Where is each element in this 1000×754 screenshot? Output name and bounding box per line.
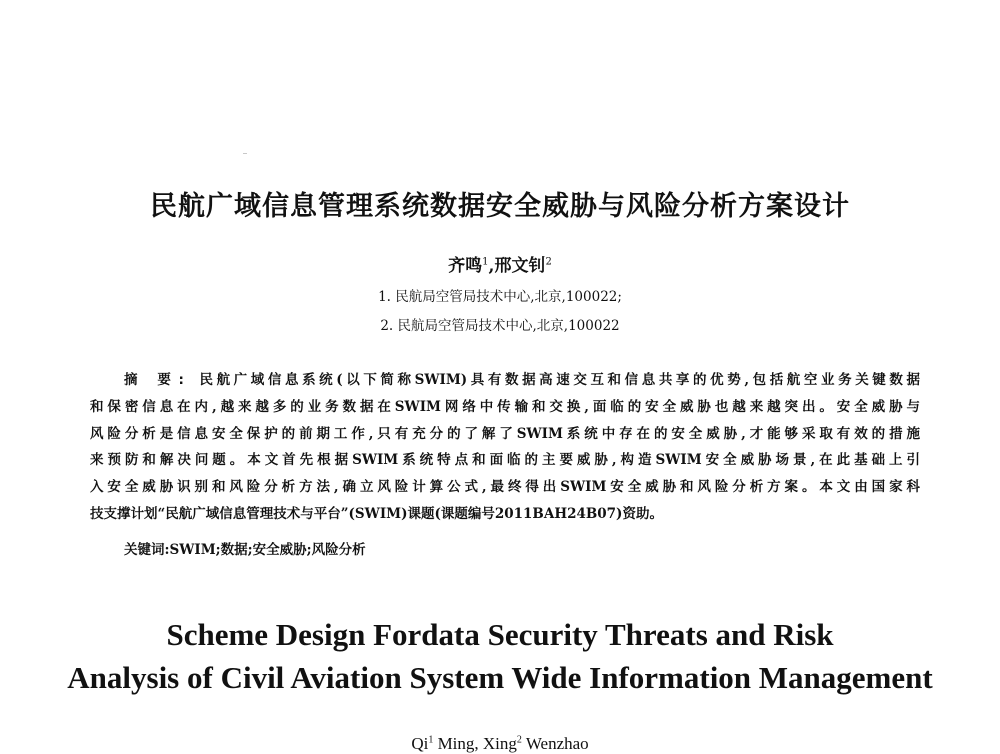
author-1-name: 齐鸣 — [448, 256, 483, 276]
english-author-part-3: Wenzhao — [521, 734, 589, 753]
author-separator: , — [488, 256, 495, 276]
abstract-line-5: 入安全威胁识别和风险分析方法,确立风险计算公式,最终得出SWIM安全威胁和风险分析方案。本文由国家科 — [90, 479, 920, 496]
english-author-part-2: Ming, Xing — [433, 734, 517, 753]
abstract-line-4: 来预防和解决问题。本文首先根据SWIM系统特点和面临的主要威胁,构造SWIM安全威胁场景,在此基础上引 — [90, 452, 920, 469]
english-author-part-1: Qi — [411, 734, 429, 753]
english-author-2-mark: 2 — [516, 734, 522, 746]
chinese-authors — [0, 251, 1000, 276]
english-title-line-2: Analysis of Civil Aviation System Wide Information Management — [67, 660, 933, 695]
english-title-line-1: Scheme Design Fordata Security Threats and Risk — [166, 617, 834, 652]
author-1-affiliation-mark: 1 — [482, 256, 489, 268]
affiliation-1: 1. 民航局空管局技术中心,北京,100022; — [378, 289, 622, 305]
author-2-name: 邢文钊 — [494, 256, 546, 276]
chinese-title: 民航广域信息管理系统数据安全威胁与风险分析方案设计 — [150, 191, 850, 222]
keywords-text: :SWIM;数据;安全威胁;风险分析 — [164, 542, 366, 558]
abstract-label: 摘 要: — [124, 372, 188, 388]
affiliation-2: 2. 民航局空管局技术中心,北京,100022 — [380, 318, 620, 334]
abstract-line-1 — [90, 367, 920, 394]
keywords-label: 关键词 — [124, 542, 165, 558]
english-authors — [0, 734, 1000, 754]
keywords — [124, 538, 366, 558]
abstract-line-3: 风险分析是信息安全保护的前期工作,只有充分的了解了SWIM系统中存在的安全威胁,才能够采取有效的措施 — [90, 425, 920, 442]
abstract-line-6: 技支撑计划“民航广域信息管理技术与平台”(SWIM)课题(课题编号2011BAH24B07)资助。 — [90, 505, 663, 522]
abstract — [90, 367, 920, 528]
author-2-affiliation-mark: 2 — [545, 256, 552, 268]
abstract-line-2: 和保密信息在内,越来越多的业务数据在SWIM网络中传输和交换,面临的安全威胁也越来越突出。安全威胁与 — [90, 398, 920, 415]
scan-speck — [243, 153, 247, 154]
english-author-1-mark: 1 — [428, 734, 434, 746]
abstract-line-1-text: 民航广域信息系统(以下简称SWIM)具有数据高速交互和信息共享的优势,包括航空业务关键数据 — [195, 372, 920, 388]
